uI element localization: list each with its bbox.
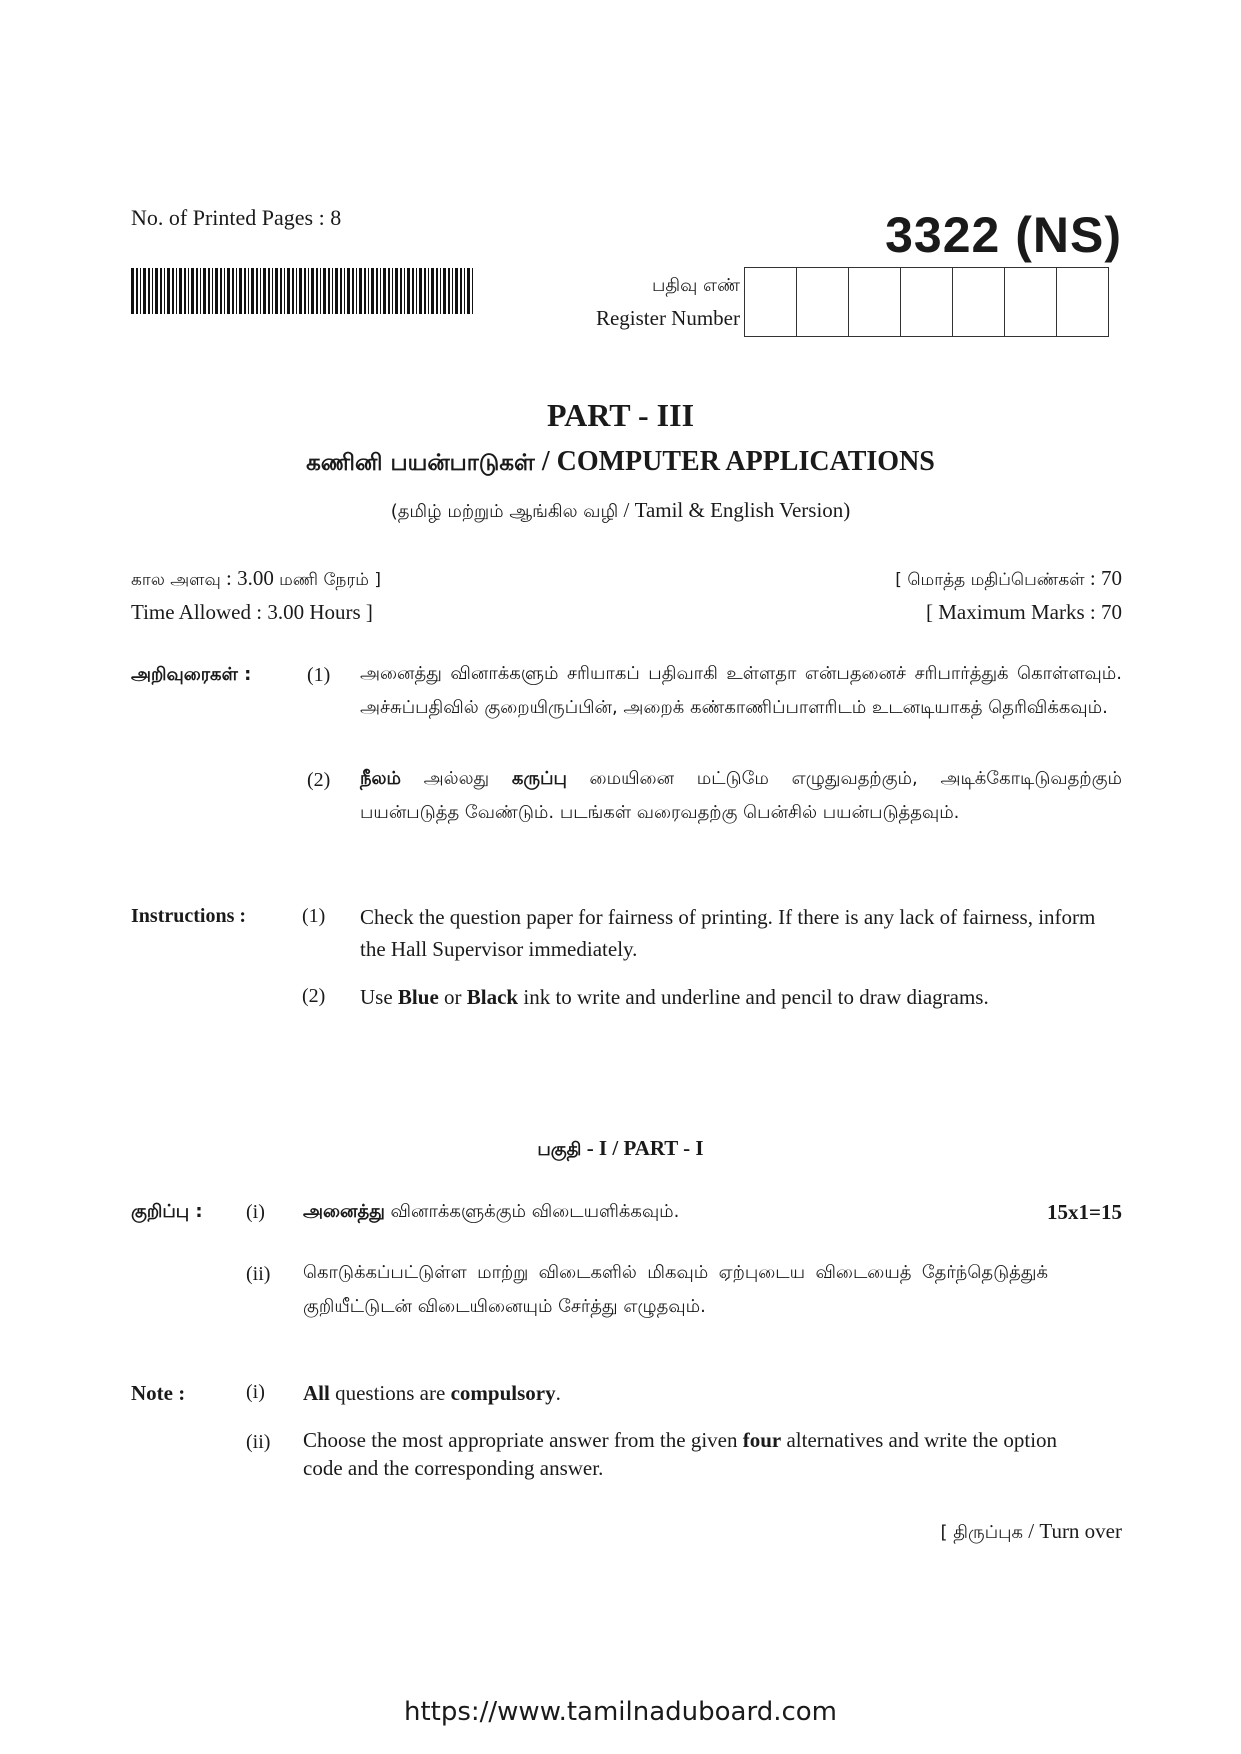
barcode-bar (167, 268, 170, 314)
note-ta-num-1: (i) (246, 1201, 265, 1223)
register-box[interactable] (1057, 268, 1108, 336)
barcode-bar (443, 268, 446, 314)
note-ta-1 (303, 1201, 679, 1224)
note-en-1 (303, 1377, 561, 1409)
time-ta-value: : 3.00 (220, 566, 280, 590)
barcode-bar (376, 268, 378, 314)
barcode-bar (239, 268, 242, 314)
part1-heading-en: - I / PART - I (581, 1136, 704, 1160)
note-ta-2: கொடுக்கப்பட்டுள்ள மாற்று விடைகளில் மிகவும் ஏற்புடைய விடையைத் தேர்ந்தெடுத்துக் குறியீட்டுடன் விடையினையும் சேர்த்து எழுதவும். (303, 1262, 1048, 1317)
barcode-bar (316, 268, 318, 314)
barcode-bar (251, 268, 254, 314)
barcode-bar (203, 268, 206, 314)
max-marks-ta (895, 566, 1122, 592)
turn-over (941, 1519, 1122, 1545)
barcode-bar (236, 268, 237, 314)
barcode-bar (299, 268, 302, 314)
barcode (131, 268, 473, 314)
note-ta-label: குறிப்பு : (131, 1201, 203, 1222)
part1-heading-ta: பகுதி (537, 1139, 582, 1160)
barcode-bar (152, 268, 153, 314)
register-number-boxes[interactable] (744, 267, 1109, 337)
barcode-bar (275, 268, 278, 314)
time-ta-label: கால அளவு (131, 570, 221, 590)
version-ta: (தமிழ் மற்றும் ஆங்கில வழி (390, 501, 619, 522)
printed-pages: No. of Printed Pages : 8 (131, 205, 342, 230)
barcode-bar (452, 268, 453, 314)
barcode-bar (383, 268, 386, 314)
barcode-bar (323, 268, 326, 314)
barcode-bar (359, 268, 362, 314)
register-number-label (530, 270, 740, 334)
barcode-bar (404, 268, 405, 314)
note-en-num-1: (i) (246, 1381, 265, 1403)
barcode-bar (419, 268, 422, 314)
note-en-num-2: (ii) (246, 1431, 271, 1453)
paper-code: 3322 (NS) (885, 207, 1122, 263)
register-box[interactable] (797, 268, 849, 336)
black-ta: கருப்பு (511, 768, 567, 789)
barcode-bar (431, 268, 434, 314)
instruction-en-2 (360, 981, 1140, 1013)
barcode-bar (191, 268, 194, 314)
barcode-bar (416, 268, 417, 314)
instruction-en-num-1: (1) (302, 905, 326, 927)
barcode-bar (407, 268, 410, 314)
instruction-en-1: Check the question paper for fairness of printing. If there is any lack of fairness, inform the Hall Supervisor immediately. (360, 905, 1096, 961)
marks-ta-value: : 70 (1084, 566, 1122, 590)
instruction-ta-1: அனைத்து வினாக்களும் சரியாகப் பதிவாகி உள்ளதா என்பதனைச் சரிபார்த்துக் கொள்ளவும். அச்சுப்பதிவில் குறையிருப்பின், அறைக் கண்காணிப்பாளரிடம் உடனடியாகத் தெரிவிக்கவும். (360, 663, 1122, 718)
barcode-bar (467, 268, 470, 314)
time-ta-unit: மணி நேரம் ] (279, 570, 381, 590)
barcode-bar (424, 268, 426, 314)
all-bold: All (303, 1381, 330, 1405)
barcode-bar (320, 268, 321, 314)
marks-allocation: 15x1=15 (1047, 1200, 1122, 1224)
barcode-bar (412, 268, 414, 314)
barcode-bar (308, 268, 309, 314)
barcode-bar (172, 268, 174, 314)
barcode-bar (400, 268, 402, 314)
barcode-bar (460, 268, 462, 314)
note-en-2 (303, 1426, 1073, 1482)
note-en-2-start: Choose the most appropriate answer from the given (303, 1428, 743, 1452)
register-box[interactable] (1005, 268, 1057, 336)
barcode-bar (395, 268, 398, 314)
barcode-bar (311, 268, 314, 314)
barcode-bar (244, 268, 246, 314)
barcode-bar (284, 268, 285, 314)
version-en: / Tamil & English Version) (618, 498, 851, 522)
barcode-bar (179, 268, 182, 314)
note-ta-1-bold: அனைத்து (303, 1201, 385, 1222)
note-en-label: Note : (131, 1381, 186, 1405)
barcode-bar (388, 268, 390, 314)
part-title: PART - III (546, 397, 695, 433)
barcode-bar (292, 268, 294, 314)
instruction-ta-num-1: (1) (307, 664, 331, 686)
note-en-1-mid: questions are (329, 1381, 451, 1405)
or-ta: அல்லது (400, 768, 512, 789)
instruction-en-num-2: (2) (302, 985, 326, 1007)
register-box[interactable] (745, 268, 797, 336)
barcode-bar (352, 268, 354, 314)
time-allowed-en: Time Allowed : 3.00 Hours ] (131, 600, 373, 624)
turn-over-ta: [ திருப்புக (940, 1522, 1024, 1543)
register-label-ta: பதிவு எண் (651, 275, 740, 296)
subject-title (0, 446, 1241, 479)
use-text: Use (360, 985, 398, 1009)
barcode-bar (208, 268, 210, 314)
barcode-bar (464, 268, 465, 314)
instruction-ta-num-2: (2) (307, 769, 331, 791)
subject-en: / COMPUTER APPLICATIONS (534, 446, 935, 477)
or-en: or (438, 985, 467, 1009)
instruction-en-2-rest: ink to write and underline and pencil to draw diagrams. (518, 985, 989, 1009)
barcode-bar (196, 268, 198, 314)
instruction-ta-2-rest: மையினை மட்டுமே எழுதுவதற்கும், அடிக்கோடிடுவதற்கும் பயன்படுத்த வேண்டும். படங்கள் வரைவதற்கு பென்சில் பயன்படுத்தவும். (360, 768, 1122, 823)
black-en: Black (466, 985, 519, 1009)
barcode-bar (440, 268, 441, 314)
barcode-bar (155, 268, 158, 314)
barcode-bar (200, 268, 201, 314)
note-ta-num-2: (ii) (246, 1263, 271, 1285)
register-label-en: Register Number (595, 306, 740, 330)
compulsory-bold: compulsory (450, 1381, 556, 1405)
barcode-bar (472, 268, 473, 314)
barcode-bar (371, 268, 374, 314)
barcode-bar (220, 268, 222, 314)
blue-ta: நீலம் (360, 768, 401, 789)
barcode-bar (131, 268, 134, 314)
note-en-2-rest: alternatives and write the option code and the corresponding answer. (303, 1428, 1058, 1480)
subject-ta: கணினி பயன்பாடுகள் (306, 450, 535, 476)
four-bold: four (742, 1428, 782, 1452)
blue-en: Blue (397, 985, 439, 1009)
barcode-bar (227, 268, 230, 314)
note-ta-1-rest: வினாக்களுக்கும் விடையளிக்கவும். (384, 1201, 680, 1222)
barcode-bar (268, 268, 270, 314)
barcode-bar (380, 268, 381, 314)
barcode-bar (392, 268, 393, 314)
barcode-bar (148, 268, 150, 314)
barcode-bar (143, 268, 146, 314)
barcode-bar (136, 268, 138, 314)
time-allowed-ta (131, 566, 381, 592)
barcode-bar (224, 268, 225, 314)
max-marks-en: [ Maximum Marks : 70 (926, 600, 1122, 624)
barcode-bar (448, 268, 450, 314)
version-line (0, 498, 1241, 524)
barcode-bar (344, 268, 345, 314)
barcode-bar (287, 268, 290, 314)
barcode-bar (296, 268, 297, 314)
barcode-bar (335, 268, 338, 314)
marks-ta-label: [ மொத்த மதிப்பெண்கள் (895, 570, 1085, 590)
barcode-bar (455, 268, 458, 314)
barcode-bar (164, 268, 165, 314)
barcode-bar (340, 268, 342, 314)
register-box[interactable] (849, 268, 901, 336)
barcode-bar (215, 268, 218, 314)
turn-over-en: / Turn over (1023, 1519, 1122, 1543)
barcode-bar (212, 268, 213, 314)
barcode-bar (272, 268, 273, 314)
barcode-bar (263, 268, 266, 314)
barcode-bar (368, 268, 369, 314)
barcode-bar (188, 268, 189, 314)
note-en-1-end: . (555, 1381, 561, 1405)
barcode-bar (184, 268, 186, 314)
barcode-bar (347, 268, 350, 314)
part1-heading (0, 1136, 1241, 1162)
barcode-bar (260, 268, 261, 314)
barcode-bar (176, 268, 177, 314)
barcode-bar (140, 268, 141, 314)
barcode-bar (280, 268, 282, 314)
barcode-bar (332, 268, 333, 314)
website-url[interactable]: https://www.tamilnaduboard.com (403, 1697, 838, 1727)
barcode-bar (436, 268, 438, 314)
barcode-bar (304, 268, 306, 314)
register-box[interactable] (901, 268, 953, 336)
barcode-bar (232, 268, 234, 314)
instructions-en-label: Instructions : (131, 905, 247, 927)
barcode-bar (256, 268, 258, 314)
barcode-bar (328, 268, 330, 314)
barcode-bar (248, 268, 249, 314)
instruction-ta-2 (360, 762, 1122, 830)
register-box[interactable] (953, 268, 1005, 336)
instructions-ta-label: அறிவுரைகள் : (131, 664, 252, 685)
barcode-bar (160, 268, 162, 314)
barcode-bar (364, 268, 366, 314)
barcode-bar (428, 268, 429, 314)
barcode-bar (356, 268, 357, 314)
